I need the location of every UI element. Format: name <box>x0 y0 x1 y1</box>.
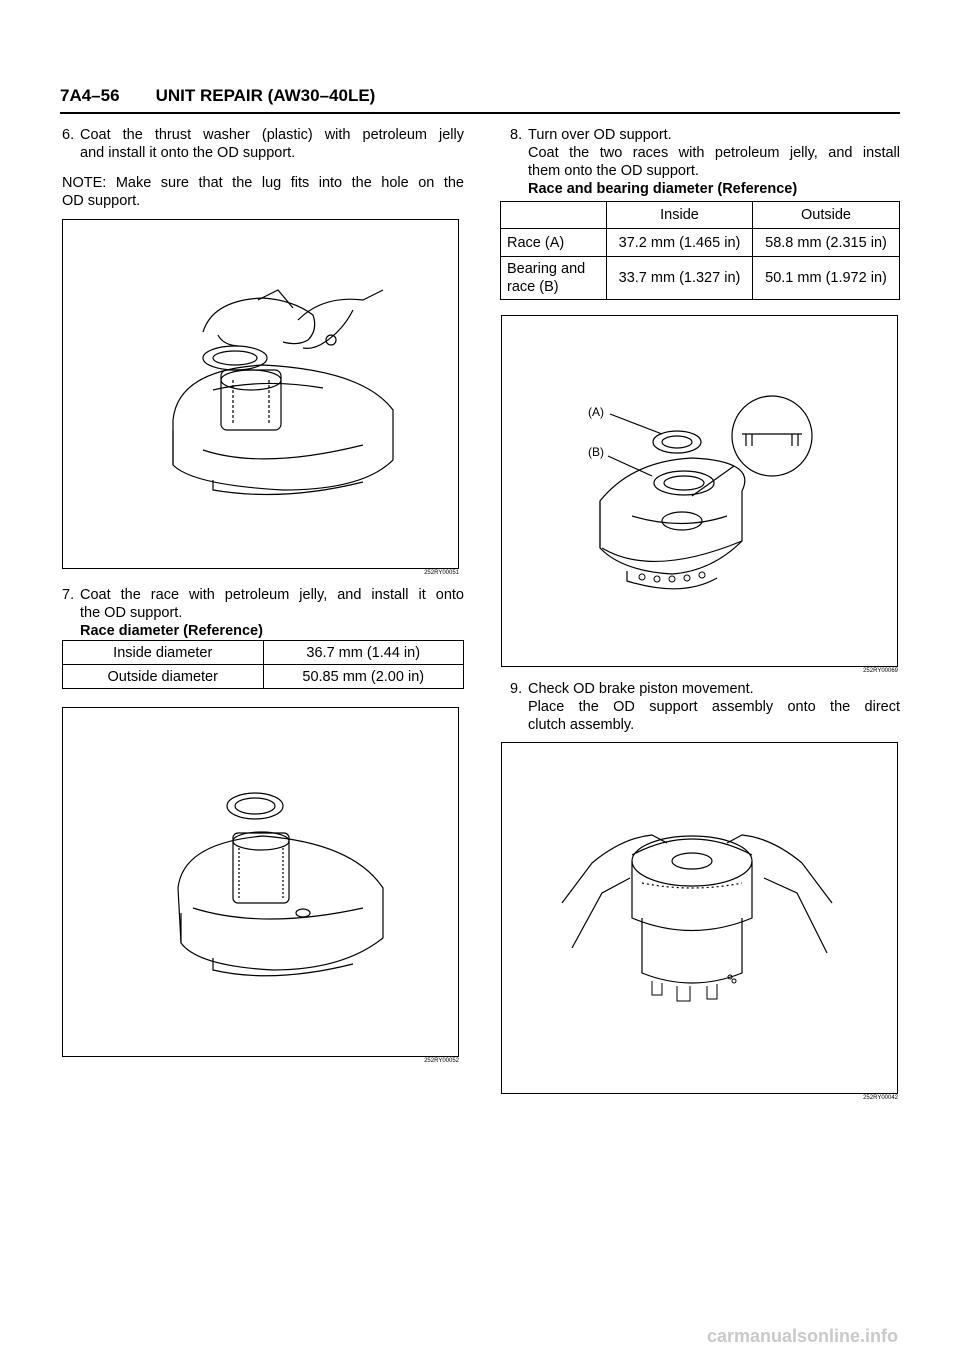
step-9-line1: Check OD brake piston movement. <box>528 681 754 697</box>
bearing-label-line1: Bearing and <box>507 261 586 277</box>
note <box>62 174 464 210</box>
race-install-illustration <box>63 708 458 1056</box>
step-8-line3: them onto the OD support. <box>528 163 699 179</box>
piston-check-illustration <box>502 743 897 1093</box>
step-6 <box>62 126 464 162</box>
note-line2: OD support. <box>62 193 141 209</box>
race-diameter-table <box>62 640 464 689</box>
step-9-number: 9. <box>510 681 523 697</box>
label-b: (B) <box>588 445 604 459</box>
figure-2-code: 252RY00052 <box>424 1058 459 1064</box>
thrust-washer-illustration <box>63 220 458 568</box>
step-7-line2: the OD support. <box>80 605 183 621</box>
step-6-number: 6. <box>62 127 75 143</box>
figure-3-code: 252RY00069 <box>863 668 898 674</box>
table-cell: 58.8 mm (2.315 in) <box>753 229 900 257</box>
table-cell: Outside diameter <box>63 665 264 689</box>
table-cell: Race (A) <box>501 229 607 257</box>
table-header-inside: Inside <box>607 202 753 229</box>
table-cell: 36.7 mm (1.44 in) <box>263 641 464 665</box>
step-7-number: 7. <box>62 587 75 603</box>
step-8 <box>510 126 900 198</box>
table-row <box>501 202 900 229</box>
step-9-line3: clutch assembly. <box>528 717 635 733</box>
step-7-table-title: Race diameter (Reference) <box>80 623 263 639</box>
note-line1: NOTE: Make sure that the lug fits into the hole on the <box>62 175 464 191</box>
page-number: 7A4–56 <box>60 86 120 105</box>
page-header <box>60 86 375 106</box>
table-cell: 50.1 mm (1.972 in) <box>753 257 900 300</box>
step-8-table-title: Race and bearing diameter (Reference) <box>528 181 798 197</box>
step-6-line2: and install it onto the OD support. <box>80 145 296 161</box>
table-row <box>63 641 464 665</box>
table-header-empty <box>501 202 607 229</box>
footer-watermark: carmanualsonline.info <box>706 1326 898 1346</box>
figure-race-install <box>62 707 459 1057</box>
step-8-line1: Turn over OD support. <box>528 127 672 143</box>
race-bearing-table <box>500 201 900 300</box>
table-cell <box>501 257 607 300</box>
table-cell: 37.2 mm (1.465 in) <box>607 229 753 257</box>
step-7 <box>62 586 464 640</box>
step-6-line1: Coat the thrust washer (plastic) with petroleum jelly <box>80 127 464 143</box>
step-8-line2: Coat the two races with petroleum jelly, and install <box>528 145 900 161</box>
table-cell: 50.85 mm (2.00 in) <box>263 665 464 689</box>
figure-piston-check <box>501 742 898 1094</box>
label-a: (A) <box>588 405 604 419</box>
od-support-races-illustration <box>502 316 897 666</box>
figure-1-code: 252RY00051 <box>424 570 459 576</box>
table-row <box>63 665 464 689</box>
step-8-number: 8. <box>510 127 523 143</box>
step-7-line1: Coat the race with petroleum jelly, and install it onto <box>80 587 464 603</box>
figure-thrust-washer <box>62 219 459 569</box>
table-cell: Inside diameter <box>63 641 264 665</box>
table-row <box>501 229 900 257</box>
step-9-line2: Place the OD support assembly onto the direct <box>528 699 900 715</box>
figure-4-code: 252RY00042 <box>863 1095 898 1101</box>
page-title: UNIT REPAIR (AW30–40LE) <box>155 86 376 105</box>
table-header-outside: Outside <box>753 202 900 229</box>
table-row <box>501 257 900 300</box>
header-rule <box>60 112 900 114</box>
step-9 <box>510 680 900 734</box>
table-cell: 33.7 mm (1.327 in) <box>607 257 753 300</box>
bearing-label-line2: race (B) <box>507 279 559 295</box>
figure-od-support-races <box>501 315 898 667</box>
